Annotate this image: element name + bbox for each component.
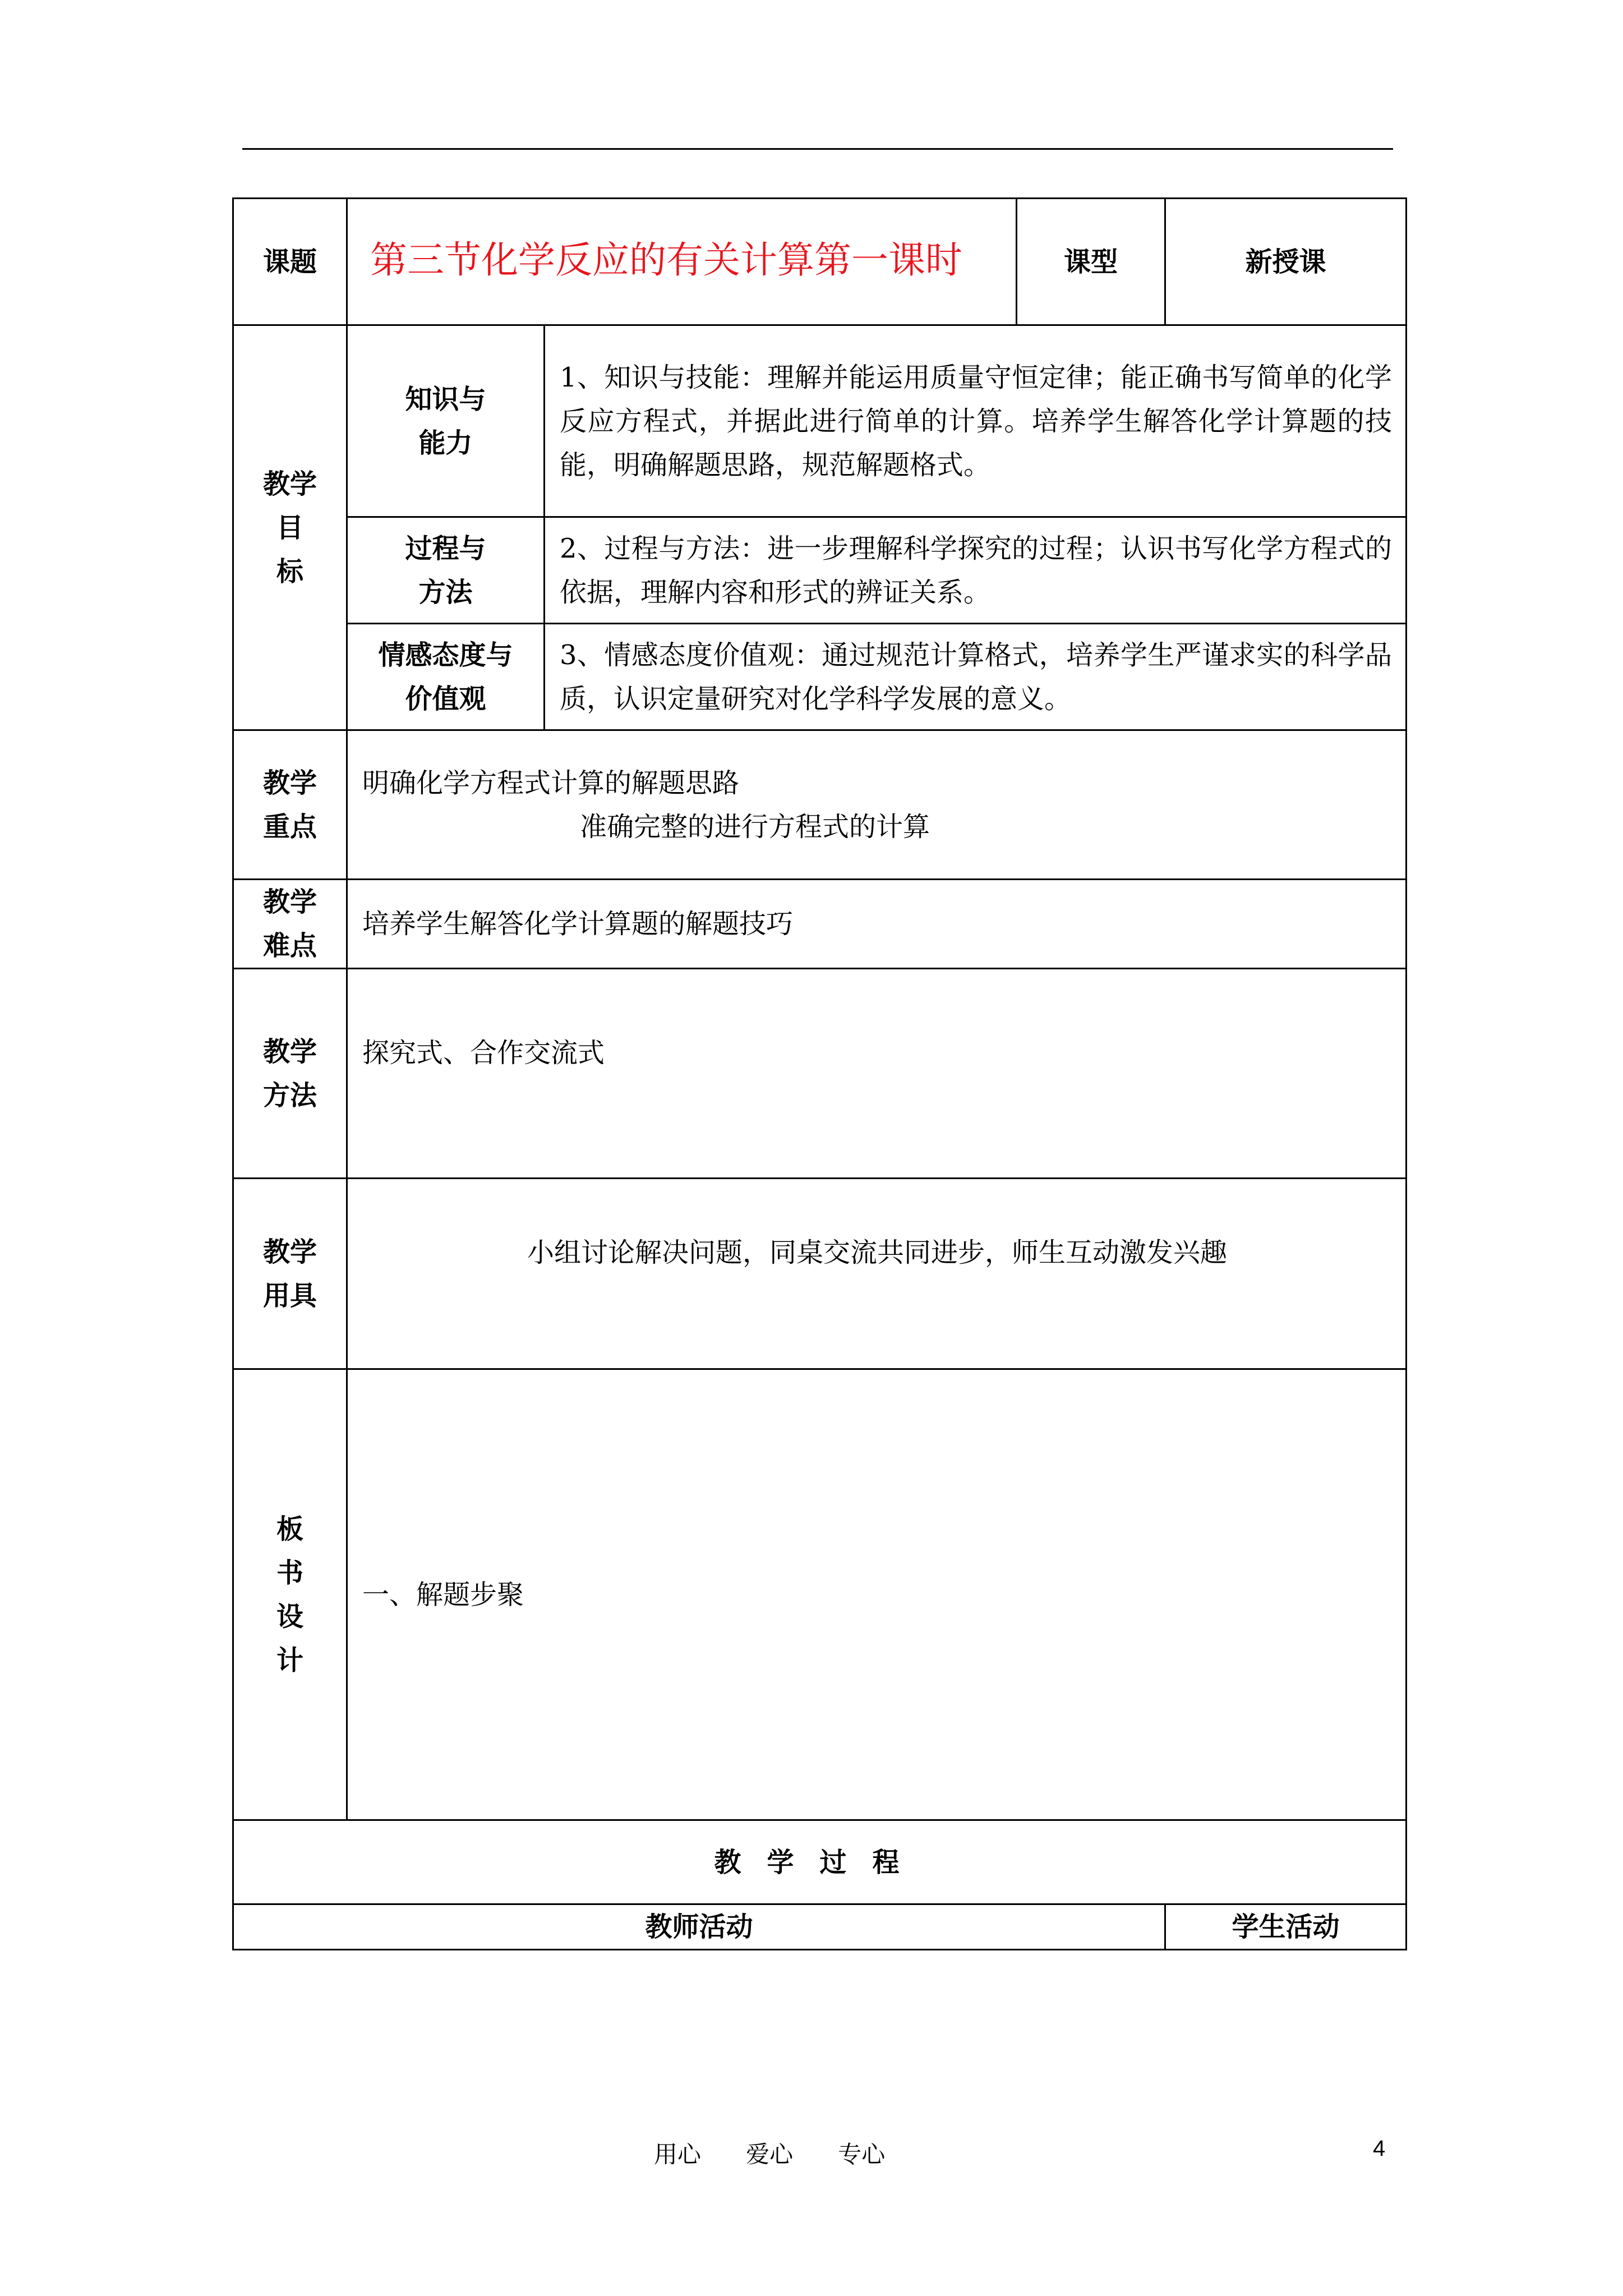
lesson-plan-table: [232, 197, 1407, 1950]
objective-row-attitude: [233, 624, 1407, 730]
difficulties-row: [233, 880, 1407, 969]
tools-text: 小组讨论解决问题，同桌交流共同进步，师生互动激发兴趣: [347, 1179, 1407, 1369]
objective-process-text: 2、过程与方法：进一步理解科学探究的过程；认识书写化学方程式的依据，理解内容和形式的辨证关系。: [545, 517, 1407, 624]
label-type: 课型: [1017, 199, 1165, 325]
topic-title-cell: [347, 199, 1017, 325]
methods-row: [233, 969, 1407, 1179]
label-difficulties: 教学 难点: [233, 880, 347, 969]
process-columns-row: [233, 1904, 1407, 1950]
key-points-text: [347, 730, 1407, 880]
methods-text: 探究式、合作交流式: [347, 969, 1407, 1179]
board-design-row: [233, 1369, 1407, 1820]
label-methods: 教学 方法: [233, 969, 347, 1179]
label-board-design: 板 书 设 计: [233, 1369, 347, 1820]
key-point-line-1: 明确化学方程式计算的解题思路: [362, 767, 740, 799]
objective-knowledge-text: 1、知识与技能：理解并能运用质量守恒定律；能正确书写简单的化学反应方程式，并据此进行简单的计算。培养学生解答化学计算题的技能，明确解题思路，规范解题格式。: [545, 325, 1407, 517]
label-topic: 课题: [233, 199, 347, 325]
footer-motto: 用心 爱心 专心: [654, 2141, 886, 2168]
label-attitude-values: 情感态度与 价值观: [347, 624, 545, 730]
label-process-method: 过程与 方法: [347, 517, 545, 624]
process-title-row: [233, 1820, 1407, 1904]
label-tools: 教学 用具: [233, 1179, 347, 1369]
label-knowledge-ability: 知识与 能力: [347, 325, 545, 517]
topic-row: [233, 199, 1407, 325]
label-key-points: 教学 重点: [233, 730, 347, 880]
label-objectives: 教学 目 标: [233, 325, 347, 730]
key-points-row: [233, 730, 1407, 880]
board-design-text: 一、解题步聚: [347, 1369, 1407, 1820]
topic-title: 第三节化学反应的有关计算第一课时: [370, 238, 962, 282]
teacher-activity-header: 教师活动: [233, 1904, 1165, 1950]
difficulties-text: 培养学生解答化学计算题的解题技巧: [347, 880, 1407, 969]
objective-row-knowledge: [233, 325, 1407, 517]
objective-row-process: [233, 517, 1407, 624]
page-number: 4: [1373, 2136, 1386, 2161]
process-title: 教学过程: [233, 1820, 1407, 1904]
tools-row: [233, 1179, 1407, 1369]
header-rule: [242, 148, 1393, 150]
key-point-line-2: 准确完整的进行方程式的计算: [580, 811, 930, 843]
objective-attitude-text: 3、情感态度价值观：通过规范计算格式，培养学生严谨求实的科学品质，认识定量研究对化学科学发展的意义。: [545, 624, 1407, 730]
student-activity-header: 学生活动: [1165, 1904, 1407, 1950]
type-value: 新授课: [1165, 199, 1407, 325]
